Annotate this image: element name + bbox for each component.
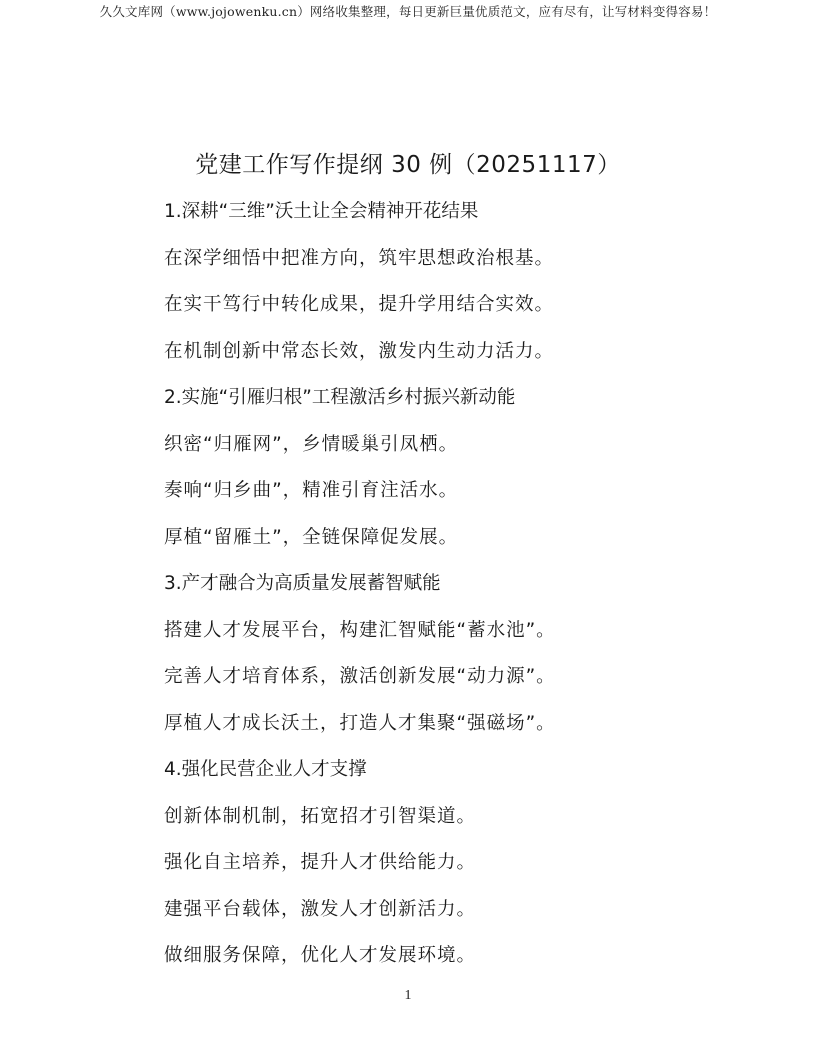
- section-3: [164, 570, 784, 737]
- section-point: 厚植人才成长沃土，打造人才集聚“强磁场”。: [164, 712, 556, 734]
- section-point: 做细服务保障，优化人才发展环境。: [164, 945, 477, 966]
- section-point: 在深学细悟中把准方向，筑牢思想政治根基。: [164, 247, 555, 269]
- document-title: 党建工作写作提纲 30 例（20251117）: [195, 152, 621, 178]
- section-heading: 4.强化民营企业人才支撑: [164, 759, 367, 780]
- section-point: 搭建人才发展平台，构建汇智赋能“蓄水池”。: [164, 619, 556, 641]
- header-note: 久久文库网（www.jojowenku.cn）网络收集整理，每日更新巨量优质范文，应有尽有，让写材料变得容易！: [99, 4, 717, 19]
- section-1: [164, 198, 784, 365]
- section-4: [164, 756, 784, 969]
- section-point: 完善人才培育体系，激活创新发展“动力源”。: [164, 666, 556, 687]
- section-point: 奏响“归乡曲”，精准引育注活水。: [164, 480, 459, 501]
- section-heading: 2.实施“引雁归根”工程激活乡村振兴新动能: [164, 387, 516, 408]
- document-body: [164, 198, 784, 989]
- section-2: [164, 384, 784, 551]
- section-point: 在机制创新中常态长效，激发内生动力活力。: [164, 340, 555, 362]
- section-point: 织密“归雁网”，乡情暖巢引凤栖。: [164, 433, 459, 455]
- section-point: 在实干笃行中转化成果，提升学用结合实效。: [164, 294, 555, 315]
- section-point: 建强平台载体，激发人才创新活力。: [164, 898, 477, 920]
- section-heading: 3.产才融合为高质量发展蓄智赋能: [164, 573, 441, 594]
- section-heading: 1.深耕“三维”沃土让全会精神开花结果: [164, 201, 479, 222]
- section-point: 强化自主培养，提升人才供给能力。: [164, 852, 477, 873]
- section-point: 厚植“留雁土”，全链保障促发展。: [164, 526, 459, 548]
- section-point: 创新体制机制，拓宽招才引智渠道。: [164, 805, 477, 827]
- page-number: 1: [404, 988, 412, 1003]
